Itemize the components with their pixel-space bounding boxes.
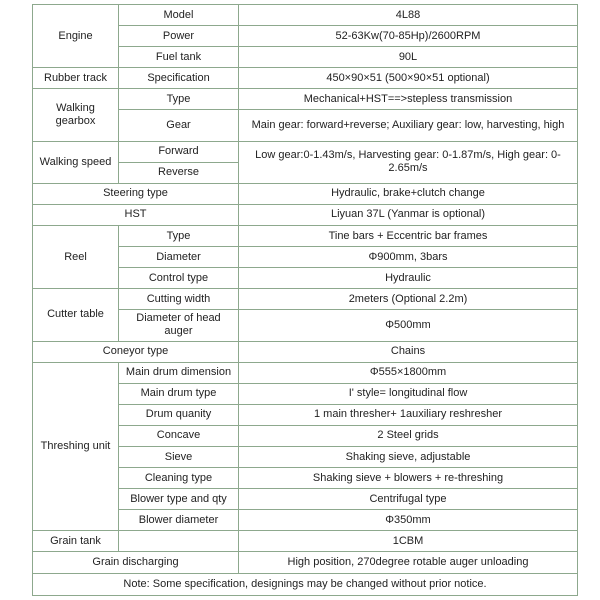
row-label-empty <box>119 531 239 552</box>
row-label: Power <box>119 26 239 47</box>
row-label: HST <box>33 204 239 225</box>
row-label: Steering type <box>33 183 239 204</box>
table-row <box>33 552 578 573</box>
note: Note: Some specification, designings may be changed without prior notice. <box>33 573 578 595</box>
row-label-reverse: Reverse <box>119 162 239 183</box>
section-label-reel: Reel <box>33 226 119 289</box>
row-label: Gear <box>119 110 239 141</box>
table-row <box>33 68 578 89</box>
row-value: Shaking sieve, adjustable <box>239 447 578 468</box>
section-label-track: Rubber track <box>33 68 119 89</box>
row-label: Cutting width <box>119 289 239 310</box>
section-label-gearbox: Walking gearbox <box>33 89 119 141</box>
row-label: Drum quanity <box>119 404 239 425</box>
table-row <box>33 531 578 552</box>
row-value: Tine bars + Eccentric bar frames <box>239 226 578 247</box>
section-label-threshing: Threshing unit <box>33 362 119 531</box>
row-label: Sieve <box>119 447 239 468</box>
row-value: Chains <box>239 341 578 362</box>
section-label-cutter: Cutter table <box>33 289 119 341</box>
spec-table <box>32 4 578 596</box>
row-value: Shaking sieve + blowers + re-threshing <box>239 468 578 489</box>
row-value: Φ900mm, 3bars <box>239 247 578 268</box>
row-value: Liyuan 37L (Yanmar is optional) <box>239 204 578 225</box>
row-label: Type <box>119 89 239 110</box>
section-label-grain-tank: Grain tank <box>33 531 119 552</box>
row-value: 2 Steel grids <box>239 425 578 446</box>
row-label: Type <box>119 226 239 247</box>
row-label-forward: Forward <box>119 141 239 162</box>
row-label: Control type <box>119 268 239 289</box>
row-value: 450×90×51 (500×90×51 optional) <box>239 68 578 89</box>
row-value: Low gear:0-1.43m/s, Harvesting gear: 0-1.87m/s, High gear: 0-2.65m/s <box>239 141 578 183</box>
row-value: 1 main thresher+ 1auxiliary reshresher <box>239 404 578 425</box>
row-label: Specification <box>119 68 239 89</box>
table-row <box>33 289 578 310</box>
row-value: 52-63Kw(70-85Hp)/2600RPM <box>239 26 578 47</box>
table-row <box>33 204 578 225</box>
row-value: 90L <box>239 47 578 68</box>
row-label: Blower type and qty <box>119 489 239 510</box>
row-value: Φ555×1800mm <box>239 362 578 383</box>
table-row <box>33 183 578 204</box>
row-label: Fuel tank <box>119 47 239 68</box>
table-row <box>33 5 578 26</box>
row-label: Blower diameter <box>119 510 239 531</box>
table-row <box>33 341 578 362</box>
row-value: Φ500mm <box>239 310 578 341</box>
row-value: High position, 270degree rotable auger unloading <box>239 552 578 573</box>
row-value: 2meters (Optional 2.2m) <box>239 289 578 310</box>
row-label: Grain discharging <box>33 552 239 573</box>
row-label: Main drum dimension <box>119 362 239 383</box>
row-value: Mechanical+HST==>stepless transmission <box>239 89 578 110</box>
row-value: 1CBM <box>239 531 578 552</box>
row-value: Main gear: forward+reverse; Auxiliary gear: low, harvesting, high <box>239 110 578 141</box>
section-label-speed: Walking speed <box>33 141 119 183</box>
row-value: Centrifugal type <box>239 489 578 510</box>
row-label: Diameter of head auger <box>119 310 239 341</box>
row-label: Concave <box>119 425 239 446</box>
row-value: Hydraulic, brake+clutch change <box>239 183 578 204</box>
row-label: Diameter <box>119 247 239 268</box>
table-row <box>33 89 578 110</box>
row-value: Φ350mm <box>239 510 578 531</box>
row-value: 4L88 <box>239 5 578 26</box>
row-value: I' style= longitudinal flow <box>239 383 578 404</box>
section-label-engine: Engine <box>33 5 119 68</box>
row-label: Cleaning type <box>119 468 239 489</box>
row-label: Coneyor type <box>33 341 239 362</box>
table-row <box>33 362 578 383</box>
table-row <box>33 141 578 162</box>
row-label: Main drum type <box>119 383 239 404</box>
row-label: Model <box>119 5 239 26</box>
row-value: Hydraulic <box>239 268 578 289</box>
table-row <box>33 226 578 247</box>
table-row <box>33 573 578 595</box>
